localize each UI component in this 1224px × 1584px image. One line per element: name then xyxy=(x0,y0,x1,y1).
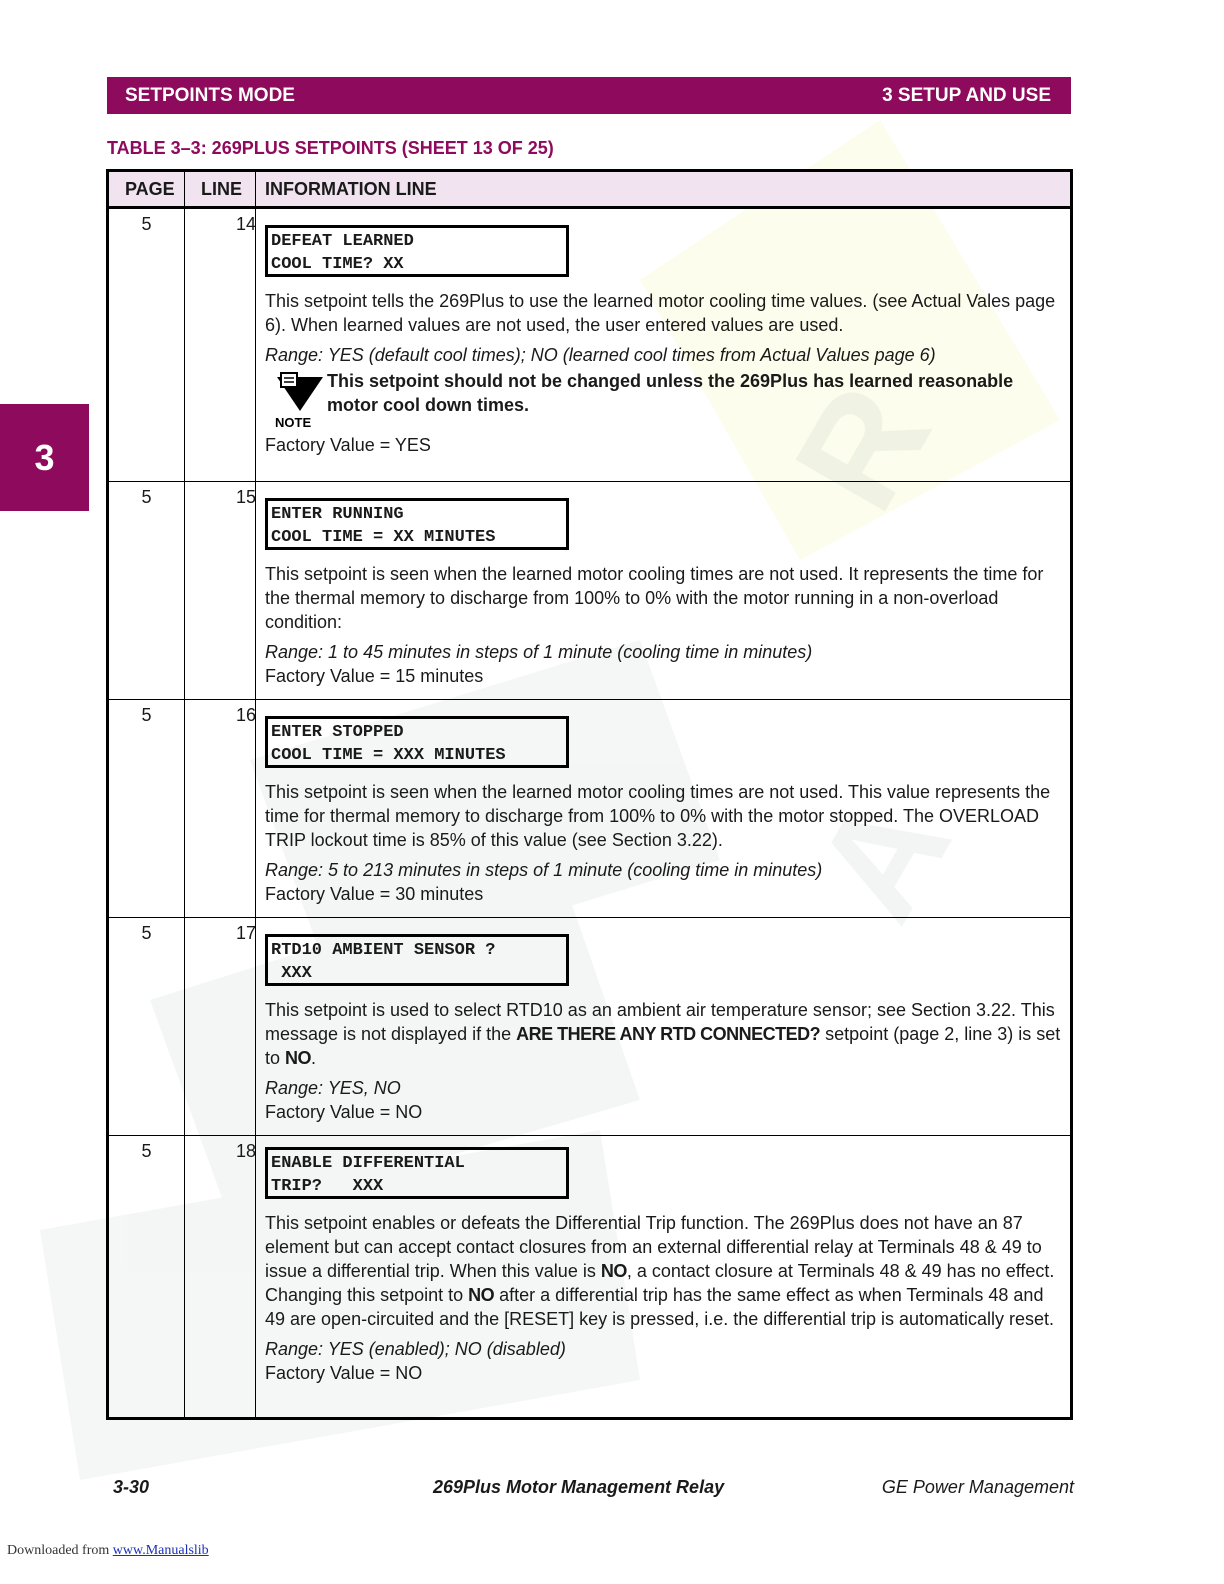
column-header-line: LINE xyxy=(201,179,243,199)
lcd-display: ENTER STOPPED COOL TIME = XXX MINUTES xyxy=(265,716,569,768)
setpoint-range: Range: YES (enabled); NO (disabled) xyxy=(265,1339,566,1359)
header-right-title: 3 SETUP AND USE xyxy=(882,85,1051,106)
column-header-info: INFORMATION LINE xyxy=(265,179,437,199)
header-left-title: SETPOINTS MODE xyxy=(125,85,295,106)
info-cell xyxy=(265,225,1065,457)
note-text: This setpoint should not be changed unless the 269Plus has learned reasonable motor cool down times. xyxy=(327,371,1014,415)
setpoint-range: Range: 5 to 213 minutes in steps of 1 minute (cooling time in minutes) xyxy=(265,860,823,880)
note-box xyxy=(265,369,1065,429)
chapter-tab: 3 xyxy=(0,404,89,511)
factory-value: Factory Value = YES xyxy=(265,435,431,455)
info-cell xyxy=(265,498,1065,688)
row-line: 15 xyxy=(235,487,256,507)
setpoint-range: Range: 1 to 45 minutes in steps of 1 minute (cooling time in minutes) xyxy=(265,642,813,662)
row-page: 5 xyxy=(141,487,152,507)
setpoint-range: Range: YES (default cool times); NO (learned cool times from Actual Values page 6) xyxy=(265,345,936,365)
value-reference: NO xyxy=(468,1285,495,1305)
note-label: NOTE xyxy=(275,415,312,429)
column-header-page: PAGE xyxy=(125,179,175,199)
row-line: 17 xyxy=(235,923,256,943)
download-credit: Downloaded from www.Manualslib xyxy=(7,1543,209,1558)
table-caption: TABLE 3–3: 269PLUS SETPOINTS (SHEET 13 OF 25) xyxy=(107,138,554,158)
lcd-display: ENABLE DIFFERENTIAL TRIP? XXX xyxy=(265,1147,569,1199)
info-cell xyxy=(265,1147,1065,1385)
lcd-display: RTD10 AMBIENT SENSOR ? XXX xyxy=(265,934,569,986)
setpoints-table xyxy=(106,169,1073,1420)
factory-value: Factory Value = 30 minutes xyxy=(265,884,484,904)
setpoint-description: This setpoint is used to select RTD10 as an ambient air temperature sensor; see Section 3.22. This message is not displayed if the ARE THERE ANY RTD CONNECTED? setpoint (page 2, line 3) is set to NO. xyxy=(265,1000,1061,1068)
info-cell xyxy=(265,934,1065,1124)
table-row xyxy=(109,699,1070,917)
row-line: 14 xyxy=(235,214,256,234)
manualslib-link[interactable]: www.Manualslib xyxy=(112,1543,209,1558)
row-page: 5 xyxy=(141,1141,152,1161)
value-reference: NO xyxy=(600,1261,627,1281)
table-row xyxy=(109,209,1070,481)
svg-text:R: R xyxy=(762,358,962,536)
table-header-row xyxy=(109,172,1070,209)
table-row xyxy=(109,917,1070,1135)
setpoint-description: This setpoint enables or defeats the Differential Trip function. The 269Plus does not have an 87 element but can accept contact closures from an external differential relay at Terminals 48 & 49 to issue a differential trip. When this value is NO, a contact closure at Terminals 48 & 49 has no effect. Changing this setpoint to NO after a differential trip has the same effect as when Terminals 48 and 49 are open-circuited and the [RESET] key is pressed, i.e. the differential trip is automatically reset. xyxy=(265,1213,1055,1329)
setpoint-description: This setpoint tells the 269Plus to use the learned motor cooling time values. (see Actual Vales page 6). When learned values are not used, the user entered values are used. xyxy=(265,291,1056,335)
factory-value: Factory Value = 15 minutes xyxy=(265,666,484,686)
table-row xyxy=(109,1135,1070,1417)
row-page: 5 xyxy=(141,214,152,234)
value-reference: NO xyxy=(285,1048,312,1068)
footer-product-name: 269Plus Motor Management Relay xyxy=(433,1477,725,1497)
row-line: 16 xyxy=(235,705,256,725)
setpoint-reference: ARE THERE ANY RTD CONNECTED? xyxy=(516,1024,821,1044)
factory-value: Factory Value = NO xyxy=(265,1102,423,1122)
factory-value: Factory Value = NO xyxy=(265,1363,423,1383)
footer-page-number: 3-30 xyxy=(113,1477,150,1497)
footer-company: GE Power Management xyxy=(881,1477,1074,1497)
lcd-display: ENTER RUNNING COOL TIME = XX MINUTES xyxy=(265,498,569,550)
row-page: 5 xyxy=(141,923,152,943)
lcd-display: DEFEAT LEARNED COOL TIME? XX xyxy=(265,225,569,277)
row-page: 5 xyxy=(141,705,152,725)
note-icon xyxy=(271,371,323,429)
table-row xyxy=(109,481,1070,699)
info-cell xyxy=(265,716,1065,906)
svg-text:A: A xyxy=(782,768,982,946)
setpoint-description: This setpoint is seen when the learned motor cooling times are not used. It represents the time for the thermal memory to discharge from 100% to 0% with the motor running in a non-overload condition: xyxy=(265,564,1044,632)
setpoint-description: This setpoint is seen when the learned motor cooling times are not used. This value represents the time for thermal memory to discharge from 100% to 0% with the motor stopped. The OVERLOAD TRIP lockout time is 85% of this value (see Section 3.22). xyxy=(265,782,1051,850)
setpoint-range: Range: YES, NO xyxy=(265,1078,401,1098)
section-header-bar xyxy=(107,77,1071,114)
row-line: 18 xyxy=(235,1141,256,1161)
